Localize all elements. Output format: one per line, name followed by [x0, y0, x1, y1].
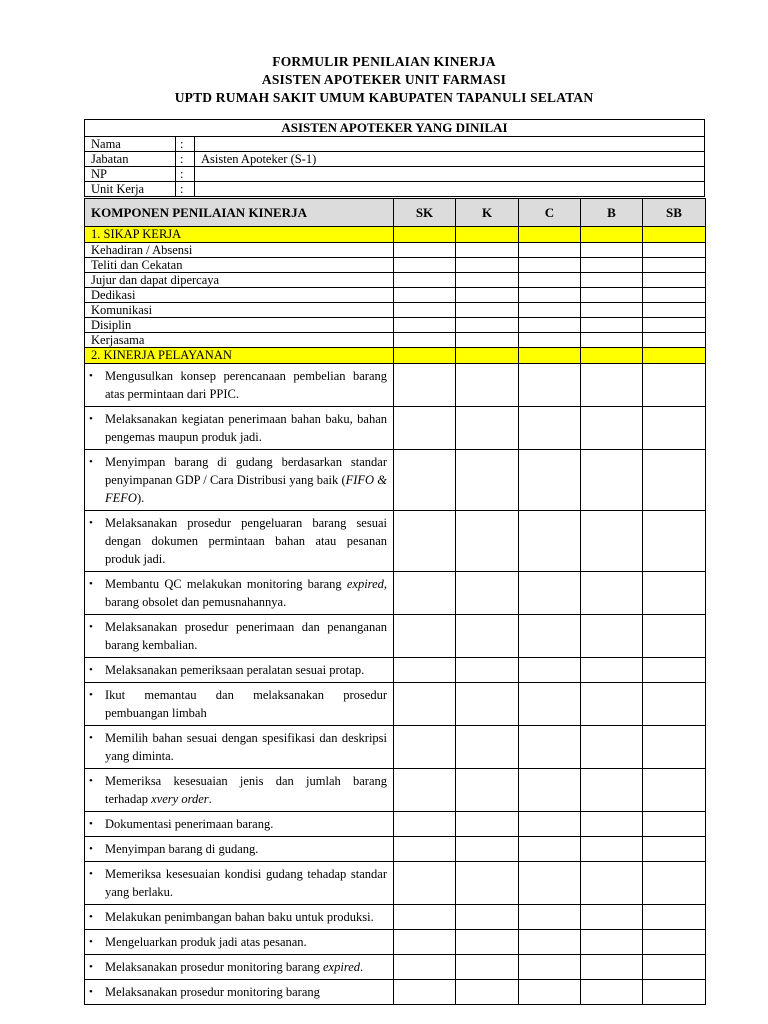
score-cell-k[interactable]	[456, 862, 519, 905]
criteria-text-part: Melaksanakan prosedur penerimaan dan penanganan barang kembalian.	[105, 620, 387, 652]
bullet-icon: •	[89, 775, 93, 787]
score-cell-c[interactable]	[519, 980, 581, 1005]
table-row	[85, 407, 706, 450]
criteria-text	[105, 514, 387, 568]
score-cell-sk[interactable]	[394, 303, 456, 318]
score-cell-sk[interactable]	[394, 769, 456, 812]
title-line-3: UPTD RUMAH SAKIT UMUM KABUPATEN TAPANULI SELATAN	[174, 90, 594, 105]
score-cell-c[interactable]	[519, 303, 581, 318]
criteria-text-part: Mengusulkan konsep perencanaan pembelian barang atas permintaan dari PPIC.	[105, 369, 387, 401]
section-kinerja-pelayanan-title: 2. KINERJA PELAYANAN	[85, 348, 394, 364]
score-header-c: C	[519, 199, 581, 227]
score-cell-sb[interactable]	[643, 511, 706, 572]
criteria-text-part: Ikut memantau dan melaksanakan prosedur pembuangan limbah	[105, 688, 387, 720]
score-cell-k[interactable]	[456, 288, 519, 303]
criteria-text-italic: expired	[346, 577, 384, 591]
table-row	[85, 726, 706, 769]
table-row	[85, 243, 706, 258]
criteria-text-part: Dokumentasi penerimaan barang.	[105, 817, 274, 831]
criteria-text-part: Mengeluarkan produk jadi atas pesanan.	[105, 935, 307, 949]
bullet-icon: •	[89, 868, 93, 880]
table-row	[85, 364, 706, 407]
score-cell-sb[interactable]	[643, 837, 706, 862]
criteria-label: Dedikasi	[85, 288, 394, 303]
table-row	[85, 769, 706, 812]
score-header-sk: SK	[394, 199, 456, 227]
score-cell-k[interactable]	[456, 333, 519, 348]
criteria-text	[105, 453, 387, 507]
info-colon: :	[176, 152, 195, 167]
criteria-label: Komunikasi	[85, 303, 394, 318]
table-row	[85, 980, 706, 1005]
score-cell-k[interactable]	[456, 273, 519, 288]
bullet-icon: •	[89, 578, 93, 590]
criteria-text-part: Melaksanakan prosedur monitoring barang	[105, 985, 320, 999]
score-cell-b[interactable]	[581, 980, 643, 1005]
score-cell-sb[interactable]	[643, 812, 706, 837]
score-cell-sk[interactable]	[394, 258, 456, 273]
bullet-icon: •	[89, 986, 93, 998]
score-cell-k[interactable]	[456, 407, 519, 450]
score-cell-sb[interactable]	[643, 333, 706, 348]
score-cell-b[interactable]	[581, 227, 643, 243]
score-cell-sk[interactable]	[394, 511, 456, 572]
score-cell-k[interactable]	[456, 243, 519, 258]
criteria-item	[85, 980, 394, 1005]
score-header-k: K	[456, 199, 519, 227]
criteria-label: Kerjasama	[85, 333, 394, 348]
criteria-item	[85, 511, 394, 572]
criteria-text-part: Melaksanakan prosedur monitoring barang	[105, 960, 323, 974]
score-cell-b[interactable]	[581, 407, 643, 450]
criteria-text-part: Memeriksa kesesuaian jenis dan jumlah barang terhadap	[105, 774, 387, 806]
info-value-np[interactable]	[195, 167, 705, 182]
score-cell-sb[interactable]	[643, 303, 706, 318]
score-cell-sk[interactable]	[394, 930, 456, 955]
criteria-text-part: Menyimpan barang di gudang berdasarkan standar penyimpanan GDP / Cara Distribusi yang baik (	[105, 455, 387, 487]
score-cell-c[interactable]	[519, 511, 581, 572]
bullet-icon: •	[89, 936, 93, 948]
score-cell-b[interactable]	[581, 683, 643, 726]
criteria-text	[105, 686, 387, 722]
score-cell-b[interactable]	[581, 837, 643, 862]
table-row	[85, 862, 706, 905]
criteria-text	[105, 840, 387, 858]
score-cell-sk[interactable]	[394, 318, 456, 333]
score-cell-b[interactable]	[581, 511, 643, 572]
score-cell-b[interactable]	[581, 905, 643, 930]
bullet-icon: •	[89, 843, 93, 855]
score-cell-sb[interactable]	[643, 364, 706, 407]
score-cell-sk[interactable]	[394, 288, 456, 303]
table-row	[85, 303, 706, 318]
criteria-item	[85, 407, 394, 450]
table-row	[85, 683, 706, 726]
score-cell-b[interactable]	[581, 258, 643, 273]
score-cell-sk[interactable]	[394, 364, 456, 407]
score-cell-sk[interactable]	[394, 615, 456, 658]
bullet-icon: •	[89, 413, 93, 425]
score-cell-k[interactable]	[456, 318, 519, 333]
criteria-text-part: .	[208, 792, 212, 806]
score-cell-sb[interactable]	[643, 273, 706, 288]
score-cell-sk[interactable]	[394, 227, 456, 243]
score-cell-sb[interactable]	[643, 726, 706, 769]
score-cell-c[interactable]	[519, 227, 581, 243]
score-cell-c[interactable]	[519, 837, 581, 862]
info-value-nama[interactable]	[195, 137, 705, 152]
score-cell-b[interactable]	[581, 862, 643, 905]
criteria-text	[105, 933, 387, 951]
score-cell-c[interactable]	[519, 683, 581, 726]
score-cell-b[interactable]	[581, 364, 643, 407]
criteria-item	[85, 930, 394, 955]
score-cell-b[interactable]	[581, 303, 643, 318]
criteria-text-part: Menyimpan barang di gudang.	[105, 842, 259, 856]
score-cell-c[interactable]	[519, 862, 581, 905]
score-cell-sk[interactable]	[394, 407, 456, 450]
bullet-icon: •	[89, 456, 93, 468]
score-cell-c[interactable]	[519, 769, 581, 812]
score-cell-c[interactable]	[519, 273, 581, 288]
criteria-item	[85, 572, 394, 615]
criteria-item	[85, 658, 394, 683]
table-row	[85, 812, 706, 837]
score-cell-b[interactable]	[581, 288, 643, 303]
criteria-text-part: Memeriksa kesesuaian kondisi gudang tehadap standar yang berlaku.	[105, 867, 387, 899]
assessee-header: ASISTEN APOTEKER YANG DINILAI	[85, 120, 705, 137]
table-row	[85, 572, 706, 615]
table-row	[85, 955, 706, 980]
score-cell-c[interactable]	[519, 407, 581, 450]
score-cell-sk[interactable]	[394, 333, 456, 348]
criteria-text-part: Membantu QC melakukan monitoring barang	[105, 577, 347, 591]
score-cell-c[interactable]	[519, 318, 581, 333]
title-line-1: FORMULIR PENILAIAN KINERJA	[272, 54, 496, 69]
bullet-icon: •	[89, 732, 93, 744]
score-cell-k[interactable]	[456, 227, 519, 243]
score-cell-sb[interactable]	[643, 615, 706, 658]
criteria-text-italic: FIFO & FEFO	[105, 473, 388, 505]
criteria-text-italic: xvery order	[151, 792, 209, 806]
section-sikap-kerja	[85, 227, 706, 243]
table-row	[85, 258, 706, 273]
criteria-text-part: Melakukan penimbangan bahan baku untuk produksi.	[105, 910, 374, 924]
score-cell-b[interactable]	[581, 572, 643, 615]
criteria-text-part: Melaksanakan prosedur pengeluaran barang sesuai dengan dokumen permintaan bahan atau pesanan produk jadi.	[105, 516, 387, 566]
criteria-text	[105, 908, 387, 926]
info-label-jabatan: Jabatan	[85, 152, 176, 167]
criteria-item	[85, 683, 394, 726]
score-cell-sk[interactable]	[394, 726, 456, 769]
bullet-icon: •	[89, 664, 93, 676]
score-cell-sk[interactable]	[394, 862, 456, 905]
criteria-item	[85, 837, 394, 862]
score-cell-sb[interactable]	[643, 407, 706, 450]
score-cell-k[interactable]	[456, 511, 519, 572]
bullet-icon: •	[89, 370, 93, 382]
table-row	[85, 450, 706, 511]
score-cell-sk[interactable]	[394, 348, 456, 364]
score-cell-sk[interactable]	[394, 273, 456, 288]
score-cell-c[interactable]	[519, 955, 581, 980]
score-cell-sb[interactable]	[643, 258, 706, 273]
criteria-text	[105, 661, 387, 679]
criteria-item	[85, 364, 394, 407]
score-cell-sb[interactable]	[643, 348, 706, 364]
criteria-text	[105, 367, 387, 403]
score-cell-c[interactable]	[519, 905, 581, 930]
score-cell-c[interactable]	[519, 450, 581, 511]
score-cell-b[interactable]	[581, 615, 643, 658]
score-cell-b[interactable]	[581, 930, 643, 955]
bullet-icon: •	[89, 517, 93, 529]
criteria-text	[105, 865, 387, 901]
criteria-text-part: Memilih bahan sesuai dengan spesifikasi dan deskripsi yang diminta.	[105, 731, 387, 763]
score-cell-sk[interactable]	[394, 905, 456, 930]
score-cell-sb[interactable]	[643, 658, 706, 683]
criteria-text	[105, 618, 387, 654]
score-cell-sk[interactable]	[394, 980, 456, 1005]
criteria-label: Jujur dan dapat dipercaya	[85, 273, 394, 288]
bullet-icon: •	[89, 621, 93, 633]
criteria-item	[85, 450, 394, 511]
score-cell-b[interactable]	[581, 658, 643, 683]
info-colon: :	[176, 167, 195, 182]
criteria-text	[105, 575, 387, 611]
criteria-item	[85, 905, 394, 930]
score-cell-c[interactable]	[519, 812, 581, 837]
score-cell-sb[interactable]	[643, 955, 706, 980]
criteria-item	[85, 615, 394, 658]
score-cell-sb[interactable]	[643, 905, 706, 930]
info-colon: :	[176, 182, 195, 197]
score-cell-b[interactable]	[581, 273, 643, 288]
info-label-nama: Nama	[85, 137, 176, 152]
criteria-text	[105, 958, 387, 976]
score-cell-b[interactable]	[581, 769, 643, 812]
score-cell-b[interactable]	[581, 812, 643, 837]
score-cell-k[interactable]	[456, 258, 519, 273]
score-cell-k[interactable]	[456, 837, 519, 862]
score-cell-sb[interactable]	[643, 930, 706, 955]
table-row	[85, 615, 706, 658]
score-cell-c[interactable]	[519, 288, 581, 303]
score-cell-sb[interactable]	[643, 450, 706, 511]
info-value-unit-kerja[interactable]	[195, 182, 705, 197]
criteria-text-part: , barang obsolet dan pemusnahannya.	[105, 577, 387, 609]
criteria-text-italic: expired	[323, 960, 361, 974]
score-cell-k[interactable]	[456, 980, 519, 1005]
criteria-text	[105, 729, 387, 765]
bullet-icon: •	[89, 818, 93, 830]
criteria-text-part: ).	[136, 491, 145, 505]
score-cell-sk[interactable]	[394, 658, 456, 683]
criteria-text	[105, 772, 387, 808]
section-sikap-kerja-title: 1. SIKAP KERJA	[85, 227, 394, 243]
score-header-sb: SB	[643, 199, 706, 227]
bullet-icon: •	[89, 961, 93, 973]
criteria-text-part: Melaksanakan kegiatan penerimaan bahan baku, bahan pengemas maupun produk jadi.	[105, 412, 387, 444]
table-row	[85, 273, 706, 288]
score-cell-c[interactable]	[519, 364, 581, 407]
score-cell-k[interactable]	[456, 769, 519, 812]
criteria-item	[85, 955, 394, 980]
score-cell-sk[interactable]	[394, 243, 456, 258]
criteria-text	[105, 815, 387, 833]
criteria-label: Disiplin	[85, 318, 394, 333]
criteria-text-part: Melaksanakan pemeriksaan peralatan sesuai protap.	[105, 663, 365, 677]
score-cell-k[interactable]	[456, 683, 519, 726]
info-colon: :	[176, 137, 195, 152]
score-cell-sb[interactable]	[643, 572, 706, 615]
score-cell-k[interactable]	[456, 905, 519, 930]
score-cell-sk[interactable]	[394, 812, 456, 837]
criteria-text-part: .	[360, 960, 364, 974]
bullet-icon: •	[89, 911, 93, 923]
score-cell-k[interactable]	[456, 955, 519, 980]
score-cell-b[interactable]	[581, 450, 643, 511]
score-cell-b[interactable]	[581, 318, 643, 333]
info-label-unit-kerja: Unit Kerja	[85, 182, 176, 197]
score-cell-k[interactable]	[456, 303, 519, 318]
bullet-icon: •	[89, 689, 93, 701]
score-cell-sb[interactable]	[643, 980, 706, 1005]
score-cell-c[interactable]	[519, 930, 581, 955]
score-cell-k[interactable]	[456, 812, 519, 837]
score-cell-sb[interactable]	[643, 227, 706, 243]
score-cell-c[interactable]	[519, 658, 581, 683]
assessee-info-table	[84, 119, 705, 197]
score-cell-k[interactable]	[456, 658, 519, 683]
criteria-item	[85, 726, 394, 769]
score-cell-b[interactable]	[581, 726, 643, 769]
table-row	[85, 905, 706, 930]
table-row	[85, 333, 706, 348]
assessment-table	[84, 198, 706, 1005]
score-cell-k[interactable]	[456, 348, 519, 364]
score-cell-b[interactable]	[581, 348, 643, 364]
criteria-text	[105, 410, 387, 446]
criteria-item	[85, 769, 394, 812]
section-kinerja-pelayanan	[85, 348, 706, 364]
table-row	[85, 658, 706, 683]
score-cell-c[interactable]	[519, 258, 581, 273]
document-title	[0, 53, 768, 107]
title-line-2: ASISTEN APOTEKER UNIT FARMASI	[261, 72, 507, 87]
score-cell-b[interactable]	[581, 955, 643, 980]
criteria-text	[105, 983, 387, 1001]
info-label-np: NP	[85, 167, 176, 182]
table-row	[85, 511, 706, 572]
score-cell-sb[interactable]	[643, 318, 706, 333]
table-row	[85, 288, 706, 303]
score-cell-sk[interactable]	[394, 683, 456, 726]
criteria-label: Teliti dan Cekatan	[85, 258, 394, 273]
component-header: KOMPONEN PENILAIAN KINERJA	[85, 199, 394, 227]
score-cell-sk[interactable]	[394, 572, 456, 615]
criteria-item	[85, 862, 394, 905]
score-cell-k[interactable]	[456, 450, 519, 511]
score-cell-b[interactable]	[581, 243, 643, 258]
score-cell-sb[interactable]	[643, 243, 706, 258]
score-cell-k[interactable]	[456, 726, 519, 769]
score-cell-sk[interactable]	[394, 450, 456, 511]
criteria-item	[85, 812, 394, 837]
score-cell-sb[interactable]	[643, 769, 706, 812]
score-cell-k[interactable]	[456, 615, 519, 658]
score-cell-c[interactable]	[519, 333, 581, 348]
table-row	[85, 837, 706, 862]
score-cell-sb[interactable]	[643, 862, 706, 905]
score-cell-sk[interactable]	[394, 837, 456, 862]
criteria-label: Kehadiran / Absensi	[85, 243, 394, 258]
score-header-b: B	[581, 199, 643, 227]
score-cell-b[interactable]	[581, 333, 643, 348]
score-cell-sb[interactable]	[643, 683, 706, 726]
score-cell-sb[interactable]	[643, 288, 706, 303]
score-cell-sk[interactable]	[394, 955, 456, 980]
score-cell-c[interactable]	[519, 615, 581, 658]
table-row	[85, 318, 706, 333]
info-value-jabatan[interactable]: Asisten Apoteker (S-1)	[195, 152, 705, 167]
score-cell-c[interactable]	[519, 243, 581, 258]
score-cell-k[interactable]	[456, 364, 519, 407]
score-cell-k[interactable]	[456, 930, 519, 955]
table-row	[85, 930, 706, 955]
score-cell-c[interactable]	[519, 726, 581, 769]
score-cell-c[interactable]	[519, 348, 581, 364]
score-cell-k[interactable]	[456, 572, 519, 615]
score-cell-c[interactable]	[519, 572, 581, 615]
